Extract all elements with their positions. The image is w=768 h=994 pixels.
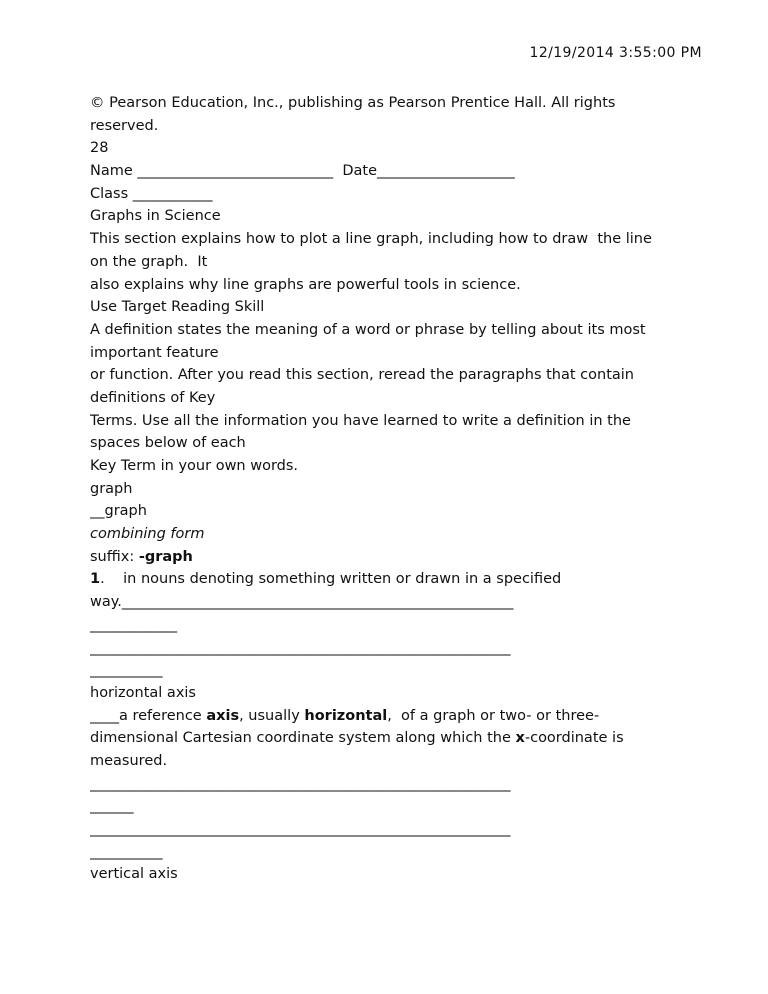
term-graph-suffix	[90, 546, 690, 569]
definition-text: , of a graph or two- or three-	[387, 707, 600, 724]
answer-blank: ____________	[90, 616, 177, 633]
definition-bold-x: x	[515, 730, 525, 747]
copyright-line-2: reserved.	[90, 117, 159, 134]
page-number: 28	[90, 140, 109, 157]
skill-line: Key Term in your own words.	[90, 458, 299, 474]
answer-blank: __________	[90, 843, 163, 860]
skill-line: Terms. Use all the information you have learned to write a definition in the	[90, 412, 631, 429]
skill-line: spaces below of each	[90, 435, 246, 452]
intro-line: This section explains how to plot a line graph, including how to draw the line	[90, 231, 652, 248]
definition-text: dimensional Cartesian coordinate system along which the	[90, 730, 516, 747]
definition-text: , usually	[239, 707, 305, 724]
definition-bold-axis: axis	[206, 707, 240, 724]
definition-text: ____a reference	[90, 707, 207, 724]
term-graph-blank: __graph	[90, 503, 147, 520]
term-vertical-axis: vertical axis	[90, 866, 178, 883]
section-title: Graphs in Science	[90, 208, 221, 225]
document-body	[90, 92, 690, 886]
term-horizontal-axis-definition	[90, 727, 690, 750]
suffix-value: -graph	[138, 548, 193, 565]
suffix-label: suffix:	[90, 548, 139, 565]
name-date-line: Name ___________________________ Date___________________	[90, 163, 515, 180]
answer-blank: way.______________________________________________________	[90, 594, 514, 611]
answer-blank: __________________________________________________________	[90, 775, 511, 792]
answer-blank: ______	[90, 798, 134, 815]
definition-text: measured.	[90, 752, 168, 769]
term-graph: graph	[90, 480, 133, 497]
intro-line: on the graph. It	[90, 253, 208, 270]
skill-line: definitions of Key	[90, 389, 216, 406]
definition-number: 1	[90, 571, 101, 588]
intro-line: also explains why line graphs are powerful tools in science.	[90, 276, 521, 293]
print-timestamp: 12/19/2014 3:55:00 PM	[529, 45, 702, 61]
class-line: Class ___________	[90, 185, 213, 202]
definition-bold-horizontal: horizontal	[304, 707, 388, 724]
skill-line: important feature	[90, 344, 219, 361]
definition-text: -coordinate is	[524, 730, 624, 747]
skill-line: or function. After you read this section, reread the paragraphs that contain	[90, 367, 634, 384]
definition-text: . in nouns denoting something written or drawn in a specified	[100, 571, 562, 588]
answer-blank: __________________________________________________________	[90, 639, 511, 656]
term-graph-form: combining form	[90, 526, 205, 543]
answer-blank: __________________________________________________________	[90, 821, 511, 837]
answer-blank: __________	[90, 662, 163, 679]
term-horizontal-axis-definition	[90, 705, 690, 728]
copyright-line-1: © Pearson Education, Inc., publishing as Pearson Prentice Hall. All rights	[90, 95, 616, 111]
term-horizontal-axis: horizontal axis	[90, 684, 196, 701]
term-graph-definition	[90, 568, 690, 591]
skill-heading: Use Target Reading Skill	[90, 299, 265, 316]
skill-line: A definition states the meaning of a word or phrase by telling about its most	[90, 321, 646, 338]
